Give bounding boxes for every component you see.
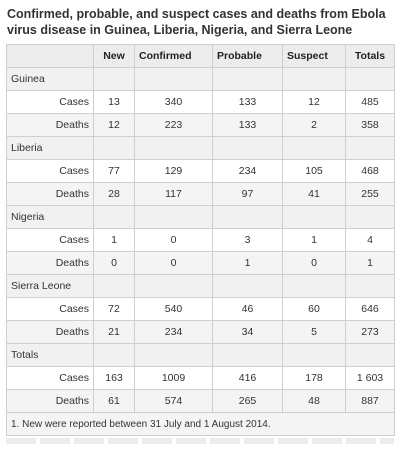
header-new: New	[94, 45, 135, 68]
cell-totals: 358	[346, 114, 395, 137]
header-probable: Probable	[213, 45, 283, 68]
cell-probable: 133	[213, 114, 283, 137]
table-row	[7, 367, 395, 390]
faded-text-strip	[6, 438, 394, 444]
group-header-empty-cell	[94, 275, 135, 298]
group-header-empty-cell	[346, 344, 395, 367]
row-label: Deaths	[7, 321, 94, 344]
cell-confirmed: 574	[135, 390, 213, 413]
group-header-empty-cell	[346, 206, 395, 229]
row-label: Cases	[7, 229, 94, 252]
cell-totals: 4	[346, 229, 395, 252]
cell-new: 13	[94, 91, 135, 114]
cell-suspect: 60	[283, 298, 346, 321]
ebola-cases-table	[6, 44, 395, 436]
group-header-empty-cell	[213, 137, 283, 160]
group-header-row	[7, 275, 395, 298]
cell-probable: 416	[213, 367, 283, 390]
cell-totals: 887	[346, 390, 395, 413]
table-row	[7, 183, 395, 206]
cell-probable: 234	[213, 160, 283, 183]
group-header-row	[7, 344, 395, 367]
cell-suspect: 2	[283, 114, 346, 137]
table-row	[7, 229, 395, 252]
cell-suspect: 48	[283, 390, 346, 413]
header-confirmed: Confirmed	[135, 45, 213, 68]
cell-confirmed: 1009	[135, 367, 213, 390]
group-name: Guinea	[7, 68, 94, 91]
cell-probable: 265	[213, 390, 283, 413]
ebola-table-figure	[6, 6, 394, 436]
header-blank	[7, 45, 94, 68]
group-name: Sierra Leone	[7, 275, 94, 298]
cell-probable: 3	[213, 229, 283, 252]
group-header-row	[7, 137, 395, 160]
table-row	[7, 91, 395, 114]
group-header-empty-cell	[283, 275, 346, 298]
group-name: Nigeria	[7, 206, 94, 229]
cell-confirmed: 540	[135, 298, 213, 321]
table-row	[7, 298, 395, 321]
row-label: Deaths	[7, 183, 94, 206]
group-header-empty-cell	[135, 137, 213, 160]
cell-confirmed: 0	[135, 229, 213, 252]
group-header-empty-cell	[94, 68, 135, 91]
cell-new: 0	[94, 252, 135, 275]
group-name: Totals	[7, 344, 94, 367]
cell-suspect: 41	[283, 183, 346, 206]
cell-new: 1	[94, 229, 135, 252]
group-header-empty-cell	[213, 68, 283, 91]
group-header-empty-cell	[135, 68, 213, 91]
group-header-row	[7, 206, 395, 229]
table-body	[7, 68, 395, 413]
header-row	[7, 45, 395, 68]
group-header-empty-cell	[283, 68, 346, 91]
table-row	[7, 321, 395, 344]
cell-suspect: 5	[283, 321, 346, 344]
cell-totals: 485	[346, 91, 395, 114]
cell-totals: 1	[346, 252, 395, 275]
row-label: Cases	[7, 160, 94, 183]
cell-new: 72	[94, 298, 135, 321]
group-header-empty-cell	[283, 206, 346, 229]
cell-suspect: 12	[283, 91, 346, 114]
cell-new: 12	[94, 114, 135, 137]
footnote-row	[7, 413, 395, 436]
cell-suspect: 0	[283, 252, 346, 275]
cell-confirmed: 117	[135, 183, 213, 206]
group-name: Liberia	[7, 137, 94, 160]
group-header-empty-cell	[94, 206, 135, 229]
cell-confirmed: 234	[135, 321, 213, 344]
cell-totals: 1 603	[346, 367, 395, 390]
cell-confirmed: 129	[135, 160, 213, 183]
group-header-empty-cell	[213, 275, 283, 298]
group-header-empty-cell	[94, 344, 135, 367]
cell-probable: 46	[213, 298, 283, 321]
cell-totals: 468	[346, 160, 395, 183]
group-header-empty-cell	[135, 275, 213, 298]
group-header-empty-cell	[283, 137, 346, 160]
cell-confirmed: 340	[135, 91, 213, 114]
cell-suspect: 178	[283, 367, 346, 390]
group-header-empty-cell	[346, 137, 395, 160]
header-totals: Totals	[346, 45, 395, 68]
cell-totals: 646	[346, 298, 395, 321]
group-header-empty-cell	[346, 275, 395, 298]
cell-new: 61	[94, 390, 135, 413]
table-row	[7, 390, 395, 413]
footnote: 1. New were reported between 31 July and 1 August 2014.	[7, 413, 395, 436]
table-title: Confirmed, probable, and suspect cases and deaths from Ebola virus disease in Guinea, Liberia, Nigeria, and Sierra Leone	[7, 7, 386, 37]
cell-new: 163	[94, 367, 135, 390]
cell-new: 21	[94, 321, 135, 344]
cell-probable: 34	[213, 321, 283, 344]
cell-probable: 133	[213, 91, 283, 114]
cell-totals: 255	[346, 183, 395, 206]
group-header-empty-cell	[135, 206, 213, 229]
group-header-empty-cell	[213, 344, 283, 367]
cell-new: 77	[94, 160, 135, 183]
cell-confirmed: 0	[135, 252, 213, 275]
row-label: Cases	[7, 91, 94, 114]
cell-probable: 1	[213, 252, 283, 275]
row-label: Deaths	[7, 114, 94, 137]
cell-suspect: 105	[283, 160, 346, 183]
group-header-empty-cell	[94, 137, 135, 160]
table-row	[7, 160, 395, 183]
row-label: Cases	[7, 298, 94, 321]
cell-probable: 97	[213, 183, 283, 206]
group-header-empty-cell	[213, 206, 283, 229]
group-header-empty-cell	[283, 344, 346, 367]
table-row	[7, 114, 395, 137]
group-header-empty-cell	[135, 344, 213, 367]
cell-new: 28	[94, 183, 135, 206]
cell-totals: 273	[346, 321, 395, 344]
cell-suspect: 1	[283, 229, 346, 252]
header-suspect: Suspect	[283, 45, 346, 68]
row-label: Deaths	[7, 252, 94, 275]
table-row	[7, 252, 395, 275]
group-header-row	[7, 68, 395, 91]
cell-confirmed: 223	[135, 114, 213, 137]
row-label: Deaths	[7, 390, 94, 413]
group-header-empty-cell	[346, 68, 395, 91]
row-label: Cases	[7, 367, 94, 390]
